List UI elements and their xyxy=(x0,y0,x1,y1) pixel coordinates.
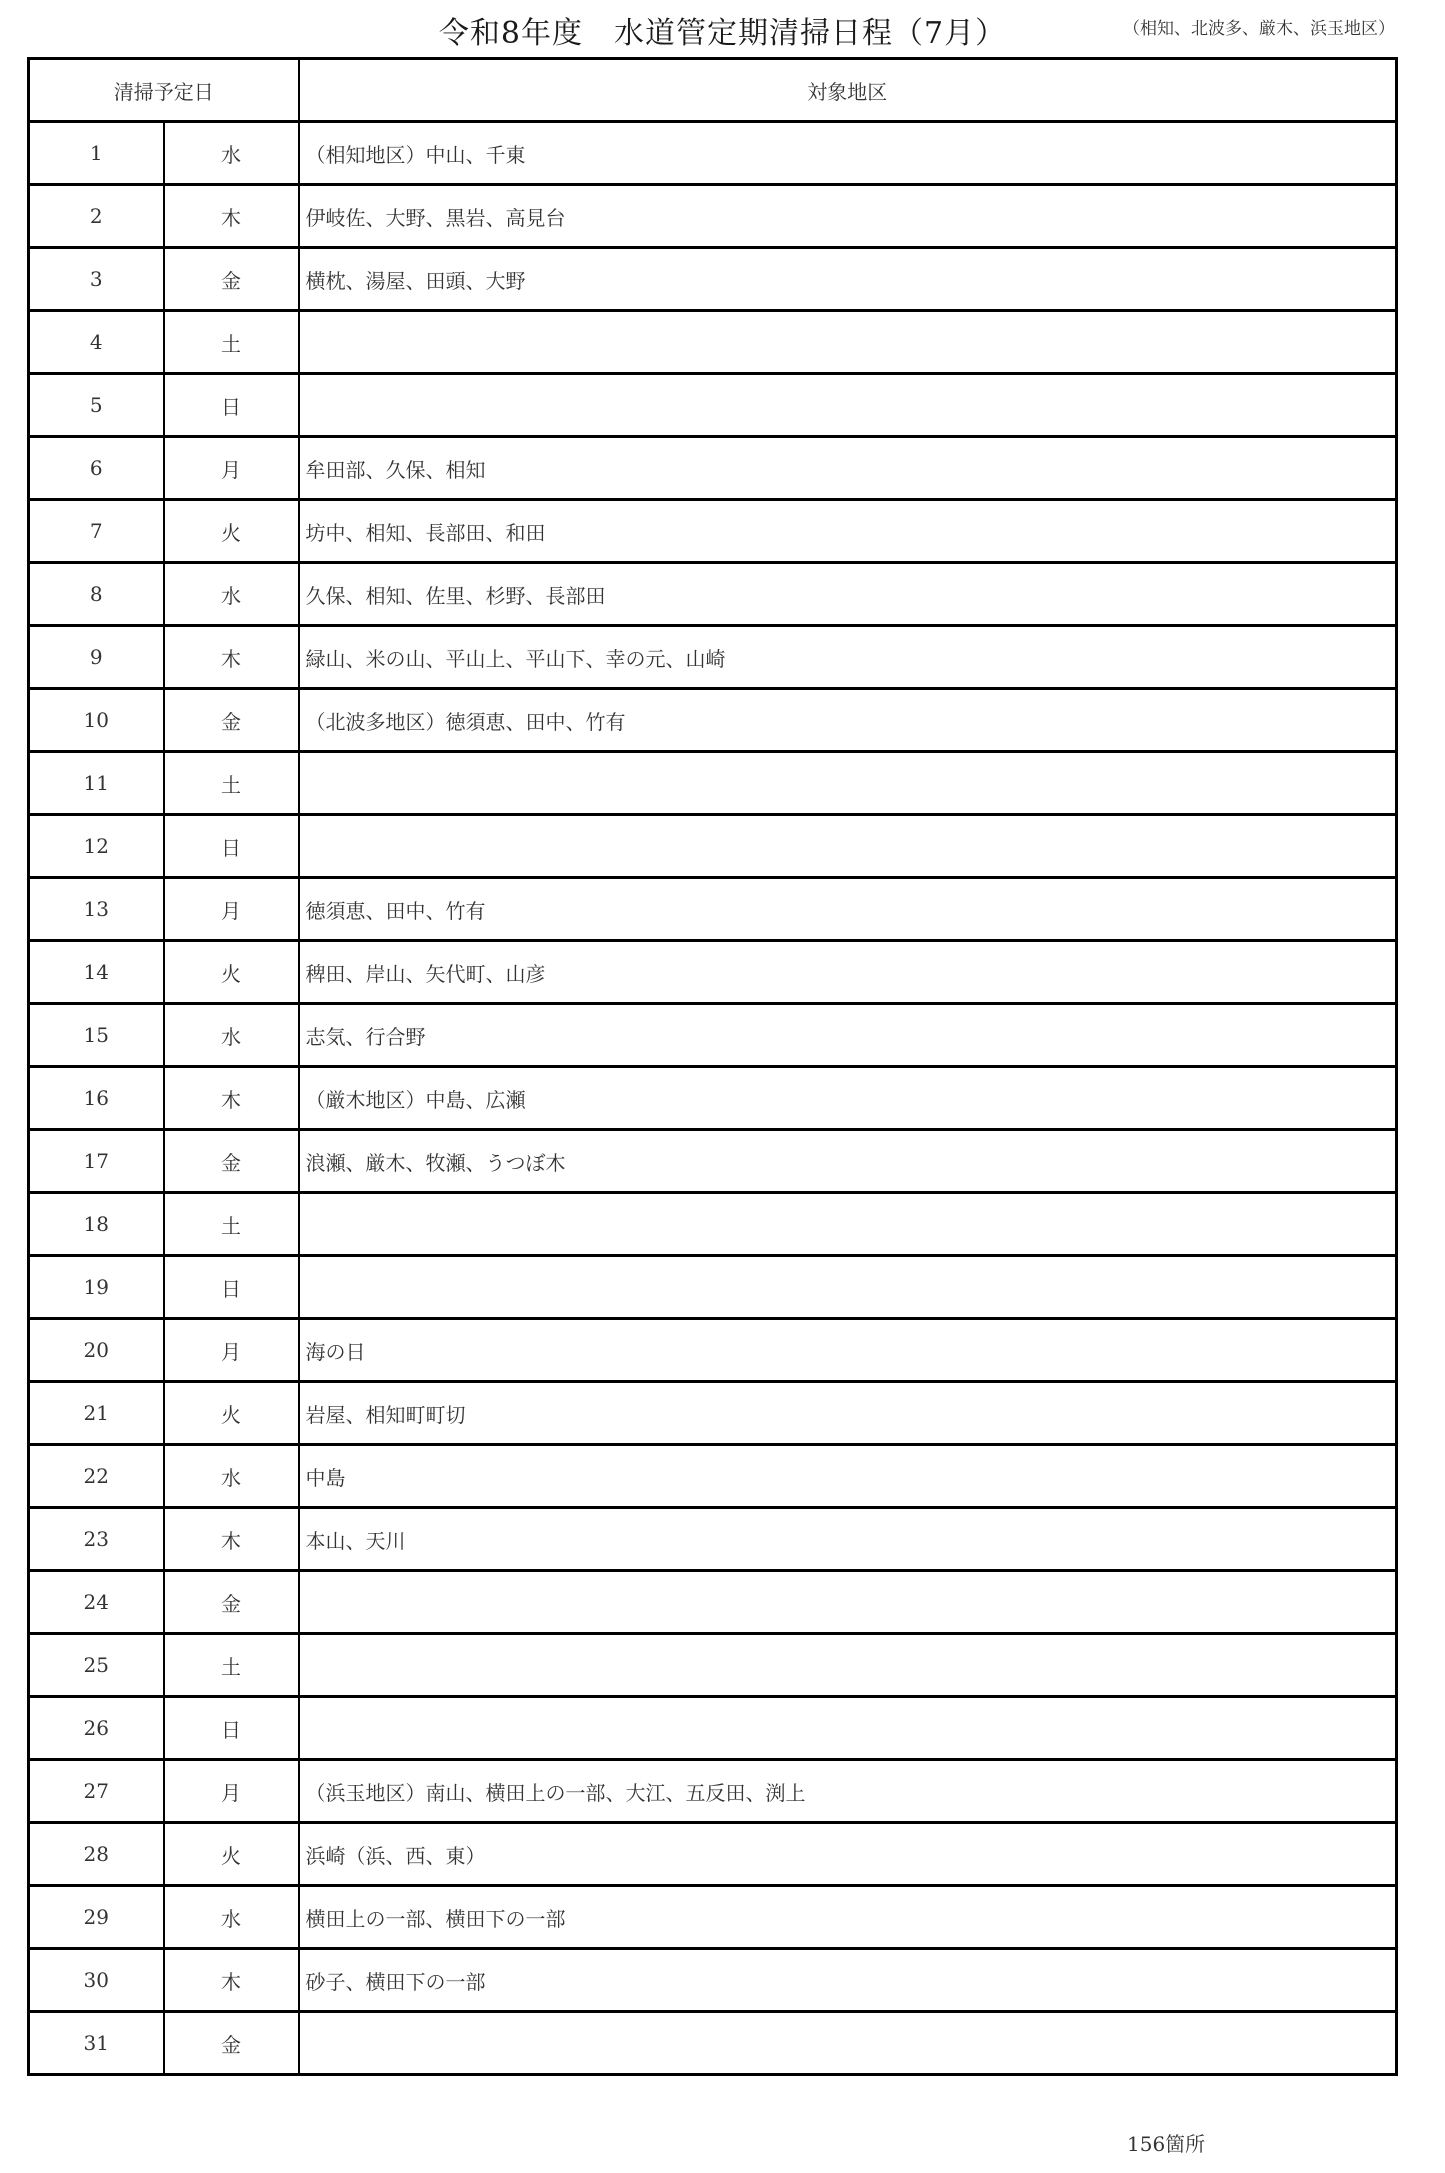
table-row xyxy=(29,1571,1397,1634)
weekday-cell: 水 xyxy=(164,1886,299,1949)
day-cell: 1 xyxy=(29,122,164,185)
area-cell xyxy=(299,1571,1397,1634)
weekday-cell: 水 xyxy=(164,563,299,626)
weekday-cell: 土 xyxy=(164,1634,299,1697)
weekday-cell: 土 xyxy=(164,1193,299,1256)
table-row xyxy=(29,1004,1397,1067)
table-row xyxy=(29,1382,1397,1445)
area-cell xyxy=(299,1697,1397,1760)
day-cell: 5 xyxy=(29,374,164,437)
day-cell: 28 xyxy=(29,1823,164,1886)
table-row xyxy=(29,1130,1397,1193)
area-cell: 海の日 xyxy=(299,1319,1397,1382)
weekday-cell: 月 xyxy=(164,878,299,941)
area-cell: 浜崎（浜、西、東） xyxy=(299,1823,1397,1886)
table-row xyxy=(29,941,1397,1004)
area-cell: 稗田、岸山、矢代町、山彦 xyxy=(299,941,1397,1004)
area-cell: 志気、行合野 xyxy=(299,1004,1397,1067)
weekday-cell: 日 xyxy=(164,1256,299,1319)
table-row xyxy=(29,1697,1397,1760)
area-cell: 砂子、横田下の一部 xyxy=(299,1949,1397,2012)
table-row xyxy=(29,878,1397,941)
table-row xyxy=(29,437,1397,500)
day-cell: 14 xyxy=(29,941,164,1004)
day-cell: 20 xyxy=(29,1319,164,1382)
weekday-cell: 金 xyxy=(164,2012,299,2075)
day-cell: 19 xyxy=(29,1256,164,1319)
weekday-cell: 土 xyxy=(164,311,299,374)
area-cell xyxy=(299,311,1397,374)
area-cell xyxy=(299,2012,1397,2075)
day-cell: 25 xyxy=(29,1634,164,1697)
day-cell: 31 xyxy=(29,2012,164,2075)
table-row xyxy=(29,1823,1397,1886)
table-row xyxy=(29,1445,1397,1508)
area-cell: 久保、相知、佐里、杉野、長部田 xyxy=(299,563,1397,626)
table-row xyxy=(29,500,1397,563)
day-cell: 29 xyxy=(29,1886,164,1949)
day-cell: 16 xyxy=(29,1067,164,1130)
table-row xyxy=(29,1886,1397,1949)
area-cell: （相知地区）中山、千東 xyxy=(299,122,1397,185)
area-cell: 徳須恵、田中、竹有 xyxy=(299,878,1397,941)
day-cell: 22 xyxy=(29,1445,164,1508)
weekday-cell: 火 xyxy=(164,500,299,563)
area-cell: 緑山、米の山、平山上、平山下、幸の元、山崎 xyxy=(299,626,1397,689)
table-row xyxy=(29,1319,1397,1382)
table-row xyxy=(29,815,1397,878)
table-row xyxy=(29,626,1397,689)
day-cell: 13 xyxy=(29,878,164,941)
area-cell: 浪瀬、厳木、牧瀬、うつぼ木 xyxy=(299,1130,1397,1193)
area-cell: （浜玉地区）南山、横田上の一部、大江、五反田、渕上 xyxy=(299,1760,1397,1823)
table-row xyxy=(29,563,1397,626)
weekday-cell: 日 xyxy=(164,1697,299,1760)
day-cell: 18 xyxy=(29,1193,164,1256)
day-cell: 3 xyxy=(29,248,164,311)
area-cell: （厳木地区）中島、広瀬 xyxy=(299,1067,1397,1130)
table-row xyxy=(29,1067,1397,1130)
area-cell: 横枕、湯屋、田頭、大野 xyxy=(299,248,1397,311)
table-row xyxy=(29,2012,1397,2075)
table-row xyxy=(29,248,1397,311)
weekday-cell: 日 xyxy=(164,374,299,437)
weekday-cell: 木 xyxy=(164,1949,299,2012)
table-header-row xyxy=(29,59,1397,122)
table-row xyxy=(29,1949,1397,2012)
table-row xyxy=(29,1508,1397,1571)
day-cell: 2 xyxy=(29,185,164,248)
area-cell xyxy=(299,752,1397,815)
day-cell: 27 xyxy=(29,1760,164,1823)
day-cell: 26 xyxy=(29,1697,164,1760)
table-row xyxy=(29,311,1397,374)
area-cell xyxy=(299,1634,1397,1697)
area-cell: 本山、天川 xyxy=(299,1508,1397,1571)
column-header-area: 対象地区 xyxy=(299,59,1397,122)
weekday-cell: 火 xyxy=(164,1382,299,1445)
day-cell: 24 xyxy=(29,1571,164,1634)
day-cell: 17 xyxy=(29,1130,164,1193)
day-cell: 7 xyxy=(29,500,164,563)
day-cell: 10 xyxy=(29,689,164,752)
day-cell: 23 xyxy=(29,1508,164,1571)
area-cell: 伊岐佐、大野、黒岩、高見台 xyxy=(299,185,1397,248)
area-cell: 中島 xyxy=(299,1445,1397,1508)
day-cell: 4 xyxy=(29,311,164,374)
cleaning-schedule-table xyxy=(27,57,1398,2076)
day-cell: 6 xyxy=(29,437,164,500)
weekday-cell: 日 xyxy=(164,815,299,878)
weekday-cell: 木 xyxy=(164,1508,299,1571)
area-cell xyxy=(299,1193,1397,1256)
day-cell: 15 xyxy=(29,1004,164,1067)
area-cell xyxy=(299,374,1397,437)
weekday-cell: 水 xyxy=(164,122,299,185)
total-count: 156箇所 xyxy=(1127,2132,1206,2156)
page-title: 令和8年度 水道管定期清掃日程（7月） xyxy=(438,16,1007,51)
area-cell: 坊中、相知、長部田、和田 xyxy=(299,500,1397,563)
area-cell xyxy=(299,1256,1397,1319)
weekday-cell: 木 xyxy=(164,1067,299,1130)
districts-subtitle: （相知、北波多、厳木、浜玉地区） xyxy=(1123,19,1395,39)
table-row xyxy=(29,752,1397,815)
area-cell: 牟田部、久保、相知 xyxy=(299,437,1397,500)
table-row xyxy=(29,122,1397,185)
day-cell: 11 xyxy=(29,752,164,815)
weekday-cell: 金 xyxy=(164,689,299,752)
weekday-cell: 木 xyxy=(164,626,299,689)
day-cell: 8 xyxy=(29,563,164,626)
weekday-cell: 月 xyxy=(164,1760,299,1823)
day-cell: 30 xyxy=(29,1949,164,2012)
area-cell: 横田上の一部、横田下の一部 xyxy=(299,1886,1397,1949)
weekday-cell: 金 xyxy=(164,1130,299,1193)
table-row xyxy=(29,1634,1397,1697)
table-row xyxy=(29,185,1397,248)
area-cell xyxy=(299,815,1397,878)
weekday-cell: 月 xyxy=(164,437,299,500)
day-cell: 9 xyxy=(29,626,164,689)
weekday-cell: 火 xyxy=(164,941,299,1004)
area-cell: （北波多地区）徳須恵、田中、竹有 xyxy=(299,689,1397,752)
weekday-cell: 火 xyxy=(164,1823,299,1886)
table-row xyxy=(29,1256,1397,1319)
weekday-cell: 月 xyxy=(164,1319,299,1382)
weekday-cell: 土 xyxy=(164,752,299,815)
weekday-cell: 金 xyxy=(164,248,299,311)
area-cell: 岩屋、相知町町切 xyxy=(299,1382,1397,1445)
table-row xyxy=(29,1760,1397,1823)
table-row xyxy=(29,689,1397,752)
day-cell: 12 xyxy=(29,815,164,878)
weekday-cell: 水 xyxy=(164,1004,299,1067)
table-row xyxy=(29,1193,1397,1256)
column-header-date: 清掃予定日 xyxy=(29,59,299,122)
day-cell: 21 xyxy=(29,1382,164,1445)
weekday-cell: 金 xyxy=(164,1571,299,1634)
weekday-cell: 水 xyxy=(164,1445,299,1508)
table-row xyxy=(29,374,1397,437)
weekday-cell: 木 xyxy=(164,185,299,248)
